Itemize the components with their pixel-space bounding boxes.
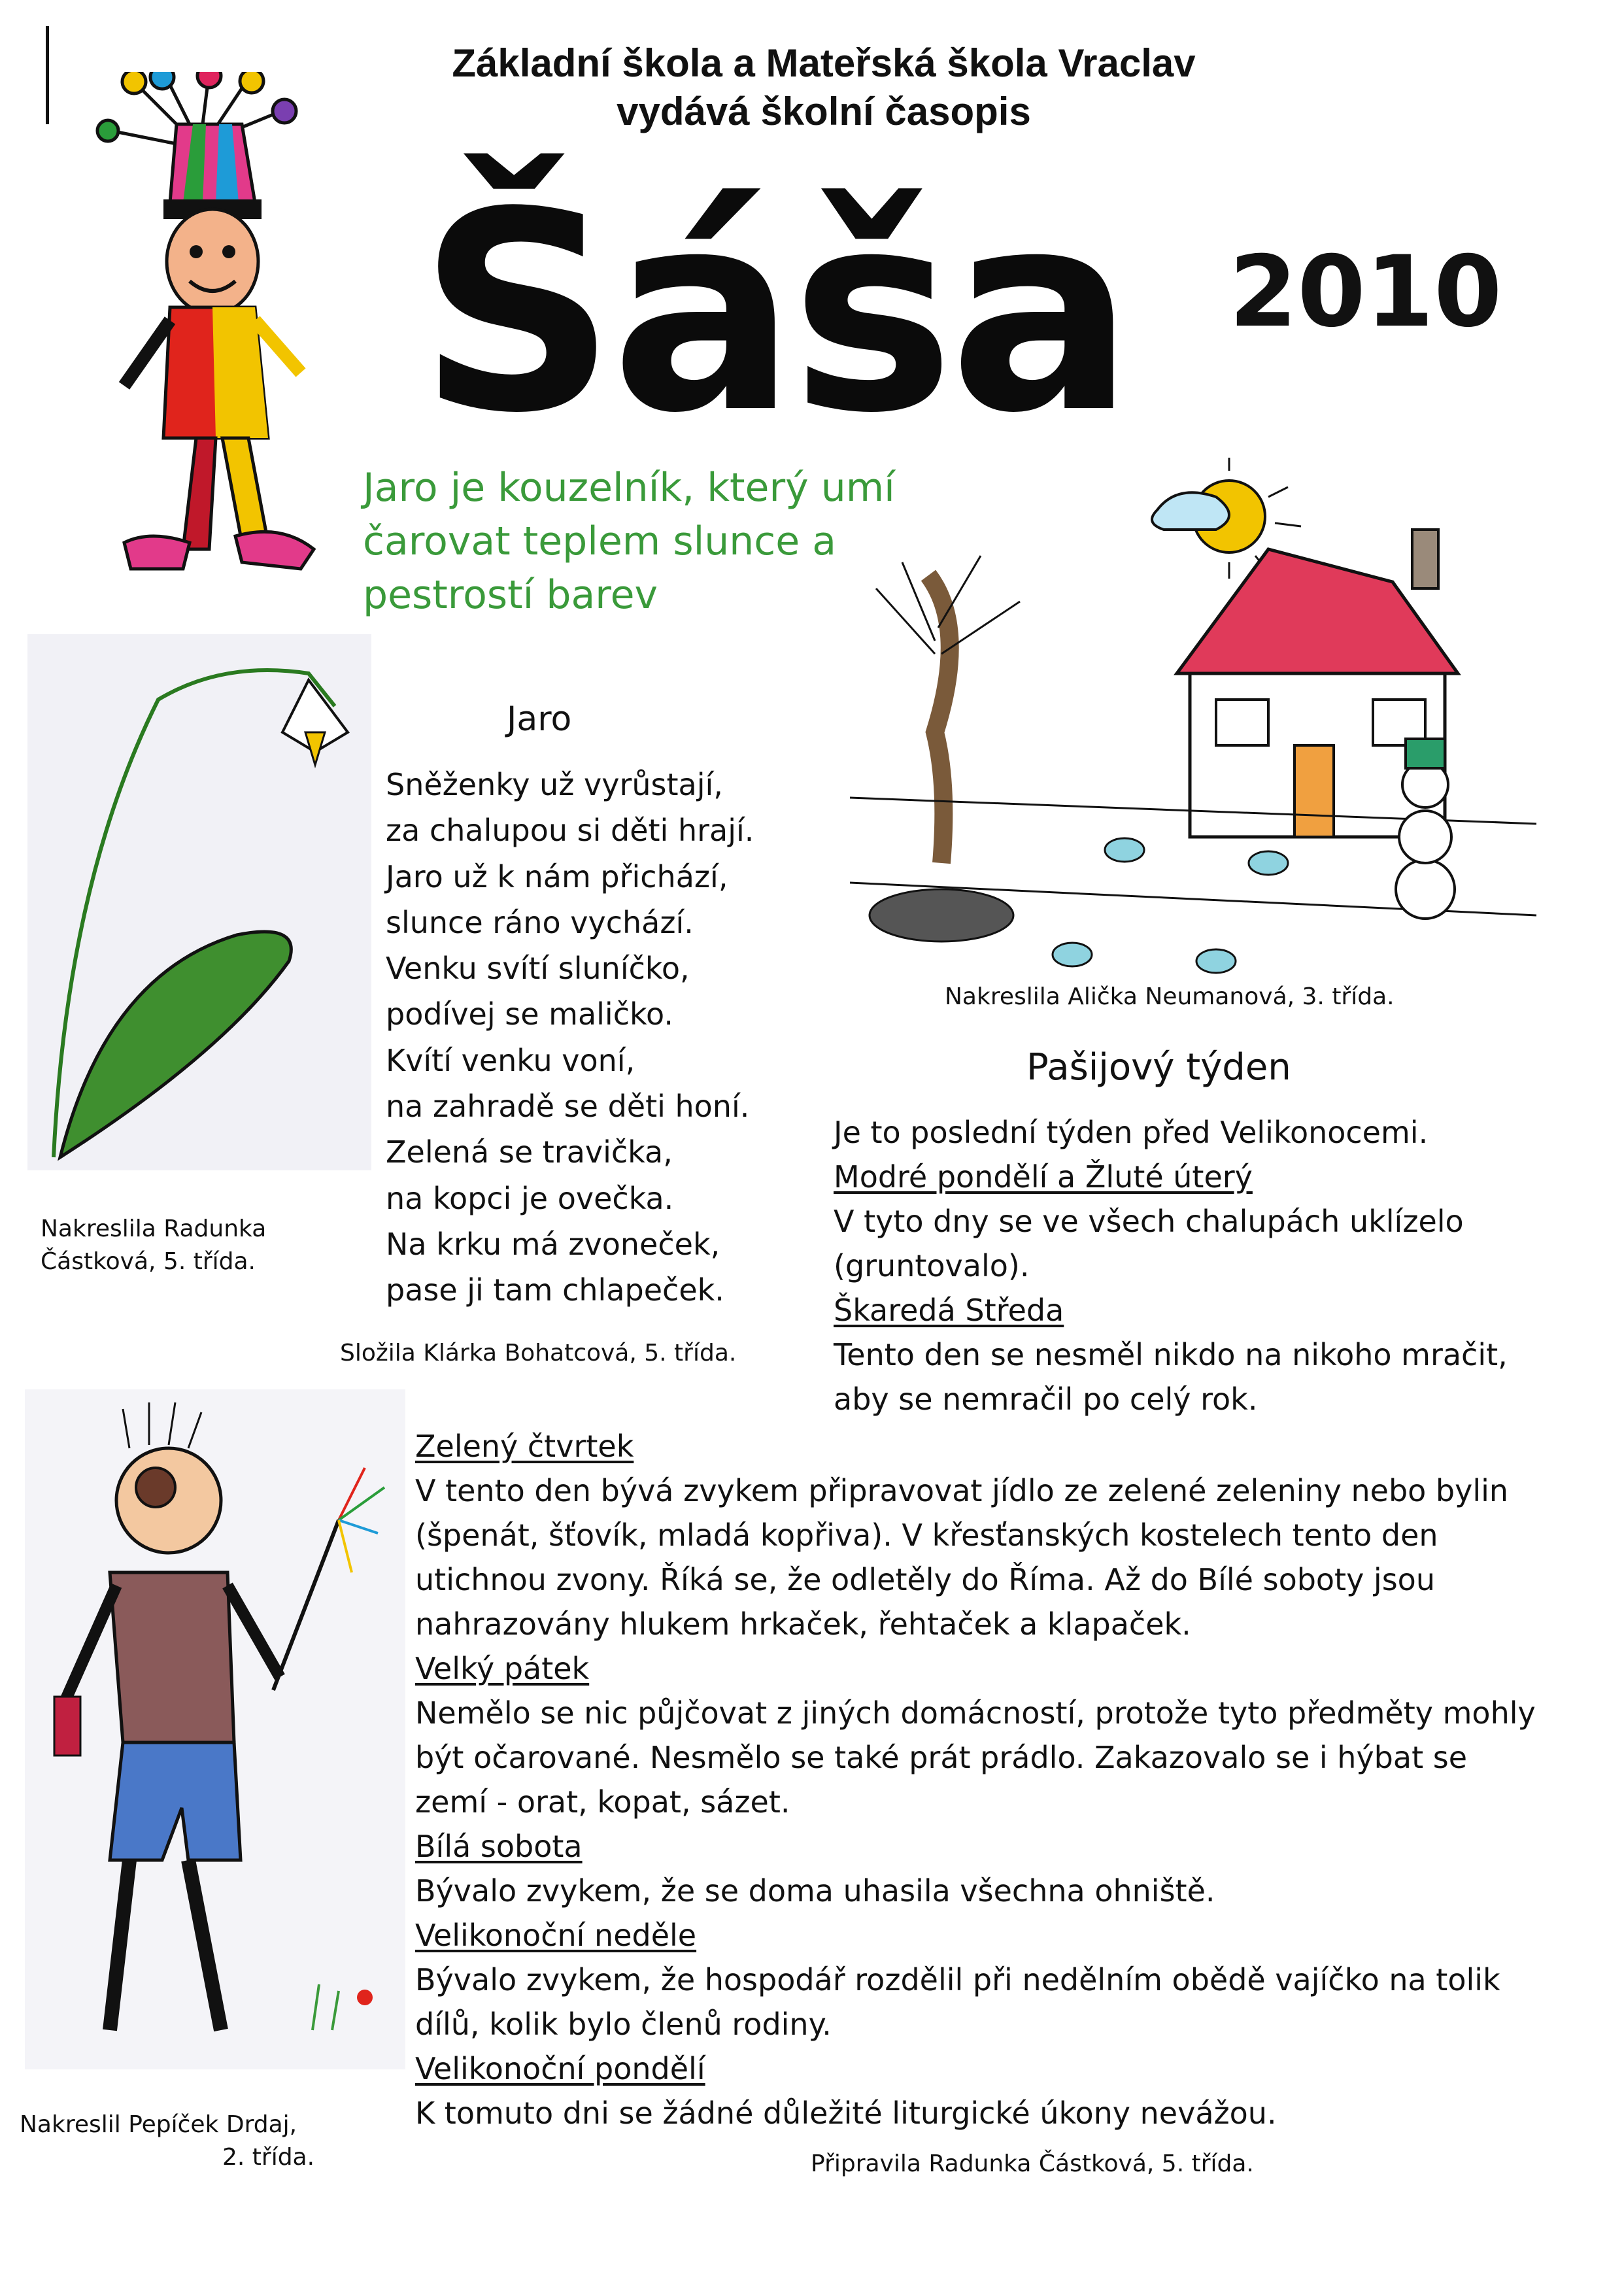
section-text: Bývalo zvykem, že hospodář rozdělil při nedělním obědě vajíčko na tolik dílů, kolik bylo členů rodiny. xyxy=(415,1962,1500,2042)
section-text: V tento den bývá zvykem připravovat jídlo ze zelené zeleniny nebo bylin (špenát, šťovík, mladá kopřiva). V křesťanských kostelech tento den utichnou zvony. Říká se, že odletěly do Říma. Až do Bílé soboty jsou nahrazovány hlukem hrkaček, řehtaček a klapaček. xyxy=(415,1473,1509,1642)
boy-credit xyxy=(20,2109,314,2174)
snowdrop-credit-line1: Nakreslila Radunka xyxy=(41,1215,267,1242)
poem-line: Jaro už k nám přichází, xyxy=(386,858,728,894)
poem-line: Venku svítí sluníčko, xyxy=(386,951,690,987)
poem-line: podívej se maličko. xyxy=(386,996,673,1032)
article-credit: Připravila Radunka Částková, 5. třída. xyxy=(811,2150,1254,2177)
section-heading: Bílá sobota xyxy=(415,1829,583,1864)
motto: Jaro je kouzelník, který umí čarovat teplem slunce a pestrostí barev xyxy=(363,465,895,618)
house-credit: Nakreslila Alička Neumanová, 3. třída. xyxy=(945,983,1395,1010)
poem-line: Na krku má zvoneček, xyxy=(386,1226,720,1262)
poem-credit: Složila Klárka Bohatcová, 5. třída. xyxy=(340,1340,737,1366)
section-text: Bývalo zvykem, že se doma uhasila všechna ohniště. xyxy=(415,1873,1215,1909)
poem-line: Sněženky už vyrůstají, xyxy=(386,767,723,802)
article-intro: Je to poslední týden před Velikonocemi. xyxy=(834,1115,1429,1150)
school-name: Základní škola a Mateřská škola Vraclav xyxy=(452,41,1196,85)
section-text: Tento den se nesměl nikdo na nikoho mračit, aby se nemračil po celý rok. xyxy=(834,1337,1508,1417)
poem-line: za chalupou si děti hrají. xyxy=(386,813,754,849)
section-heading: Velikonoční neděle xyxy=(415,1918,697,1953)
poem-line: Kvítí venku voní, xyxy=(386,1042,635,1078)
section-heading: Zelený čtvrtek xyxy=(415,1429,634,1464)
poem-lines xyxy=(386,762,754,1314)
snowdrop-credit xyxy=(41,1213,266,1278)
boy-credit-line2: 2. třída. xyxy=(222,2144,315,2171)
snowdrop-credit-line2: Částková, 5. třída. xyxy=(41,1248,256,1275)
poem-line: Zelená se travička, xyxy=(386,1134,673,1170)
boy-drawing xyxy=(25,1389,405,2069)
issue-year: 2010 xyxy=(1229,235,1502,349)
snowdrop-drawing xyxy=(27,634,371,1170)
section-text: K tomuto dni se žádné důležité liturgické úkony nevážou. xyxy=(415,2096,1277,2131)
poem-line: pase ji tam chlapeček. xyxy=(386,1272,724,1308)
section-heading: Velký pátek xyxy=(415,1651,590,1686)
boy-drawing-panel xyxy=(25,1389,405,2069)
margin-mark xyxy=(46,26,49,124)
poem-line: na zahradě se děti honí. xyxy=(386,1089,750,1125)
poem-line: na kopci je ovečka. xyxy=(386,1180,674,1216)
article-title: Pašijový týden xyxy=(1026,1046,1291,1089)
publishes-line: vydává školní časopis xyxy=(617,90,1031,133)
section-text: Nemělo se nic půjčovat z jiných domácností, protože tyto předměty mohly být očarované. Nesmělo se také prát prádlo. Zakazovalo se i hýbat se zemí - orat, kopat, sázet. xyxy=(415,1695,1536,1820)
boy-credit-line1: Nakreslil Pepíček Drdaj, xyxy=(20,2111,297,2138)
section-heading: Modré pondělí a Žluté úterý xyxy=(834,1159,1253,1195)
section-heading: Škaredá Středa xyxy=(834,1293,1064,1328)
section-text: V tyto dny se ve všech chalupách uklízelo (gruntovalo). xyxy=(834,1204,1464,1283)
section-heading: Velikonoční pondělí xyxy=(415,2051,705,2086)
magazine-title: Šáša xyxy=(418,154,1130,473)
house-drawing xyxy=(850,458,1556,981)
poem-line: slunce ráno vychází. xyxy=(386,904,694,940)
jester-drawing xyxy=(85,72,333,582)
snowdrop-drawing-panel xyxy=(27,634,371,1170)
poem-title: Jaro xyxy=(507,700,572,739)
school-header xyxy=(366,39,1281,136)
